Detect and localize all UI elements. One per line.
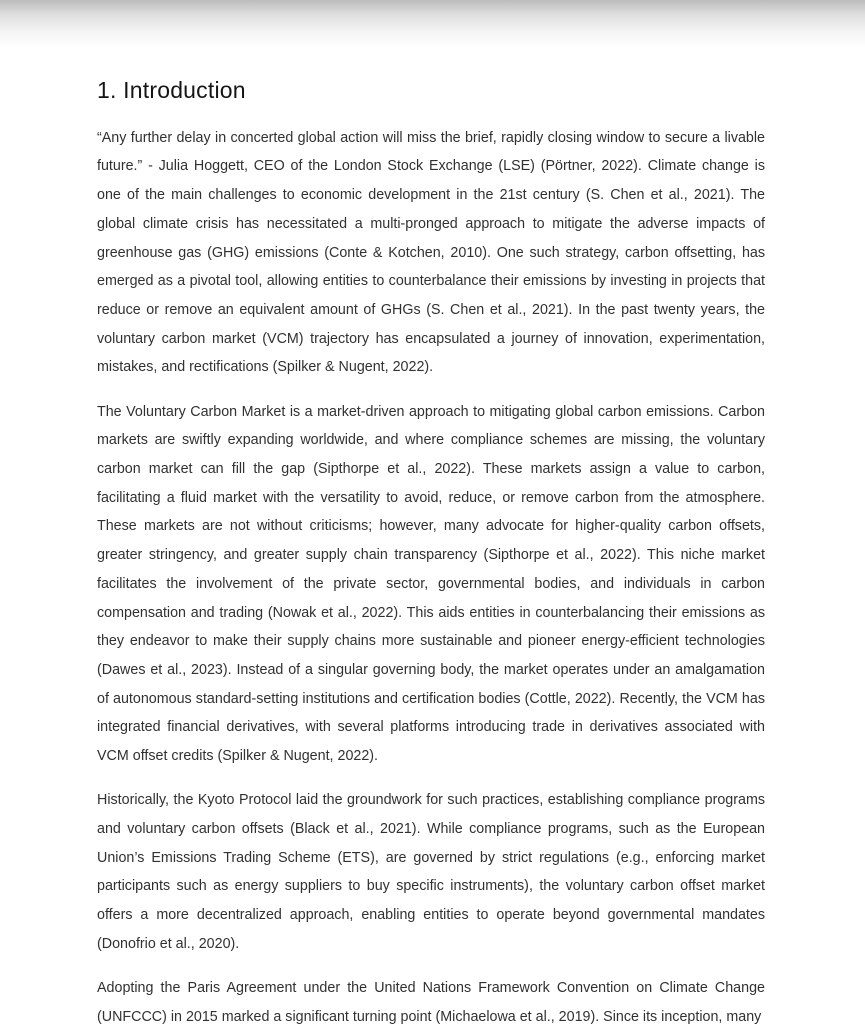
document-content (97, 76, 765, 1031)
paragraph-intro-quote: “Any further delay in concerted global action will miss the brief, rapidly closing window to secure a livable future.” - Julia Hoggett, CEO of the London Stock Exchange (LSE) (Pörtner, 2022). Climate change is one of the main challenges to economic development in the 21st century (S. Chen et al., 2021). The global climate crisis has necessitated a multi-pronged approach to mitigate the adverse impacts of greenhouse gas (GHG) emissions (Conte & Kotchen, 2010). One such strategy, carbon offsetting, has emerged as a pivotal tool, allowing entities to counterbalance their emissions by investing in projects that reduce or remove an equivalent amount of GHGs (S. Chen et al., 2021). In the past twenty years, the voluntary carbon market (VCM) trajectory has encapsulated a journey of innovation, experimentation, mistakes, and rectifications (Spilker & Nugent, 2022). (97, 129, 765, 376)
section-heading: 1. Introduction (97, 77, 246, 103)
paragraph-voluntary-carbon-market: The Voluntary Carbon Market is a market-driven approach to mitigating global carbon emissions. Carbon markets are swiftly expanding worldwide, and where compliance schemes are missing, the voluntary carbon market can fill the gap (Sipthorpe et al., 2022). These markets assign a value to carbon, facilitating a fluid market with the versatility to avoid, reduce, or remove carbon from the atmosphere. These markets are not without criticisms; however, many advocate for higher-quality carbon offsets, greater stringency, and greater supply chain transparency (Sipthorpe et al., 2022). This niche market facilitates the involvement of the private sector, governmental bodies, and individuals in carbon compensation and trading (Nowak et al., 2022). This aids entities in counterbalancing their emissions as they endeavor to make their supply chains more sustainable and pioneer energy-efficient technologies (Dawes et al., 2023). Instead of a singular governing body, the market operates under an amalgamation of autonomous standard-setting institutions and certification bodies (Cottle, 2022). Recently, the VCM has integrated financial derivatives, with several platforms introducing trade in derivatives associated with VCM offset credits (Spilker & Nugent, 2022). (97, 403, 765, 765)
paragraph-kyoto-protocol: Historically, the Kyoto Protocol laid the groundwork for such practices, establishing compliance programs and voluntary carbon offsets (Black et al., 2021). While compliance programs, such as the European Union’s Emissions Trading Scheme (ETS), are governed by strict regulations (e.g., enforcing market participants such as energy suppliers to buy specific instruments), the voluntary carbon offset market offers a more decentralized approach, enabling entities to operate beyond governmental mandates (Donofrio et al., 2020). (97, 792, 765, 952)
page-top-shadow (0, 0, 865, 48)
paragraph-paris-agreement: Adopting the Paris Agreement under the United Nations Framework Convention on Climate Change (UNFCCC) in 2015 marked a significant turning point (Michaelowa et al., 2019). Since its inception, many (97, 979, 765, 1025)
